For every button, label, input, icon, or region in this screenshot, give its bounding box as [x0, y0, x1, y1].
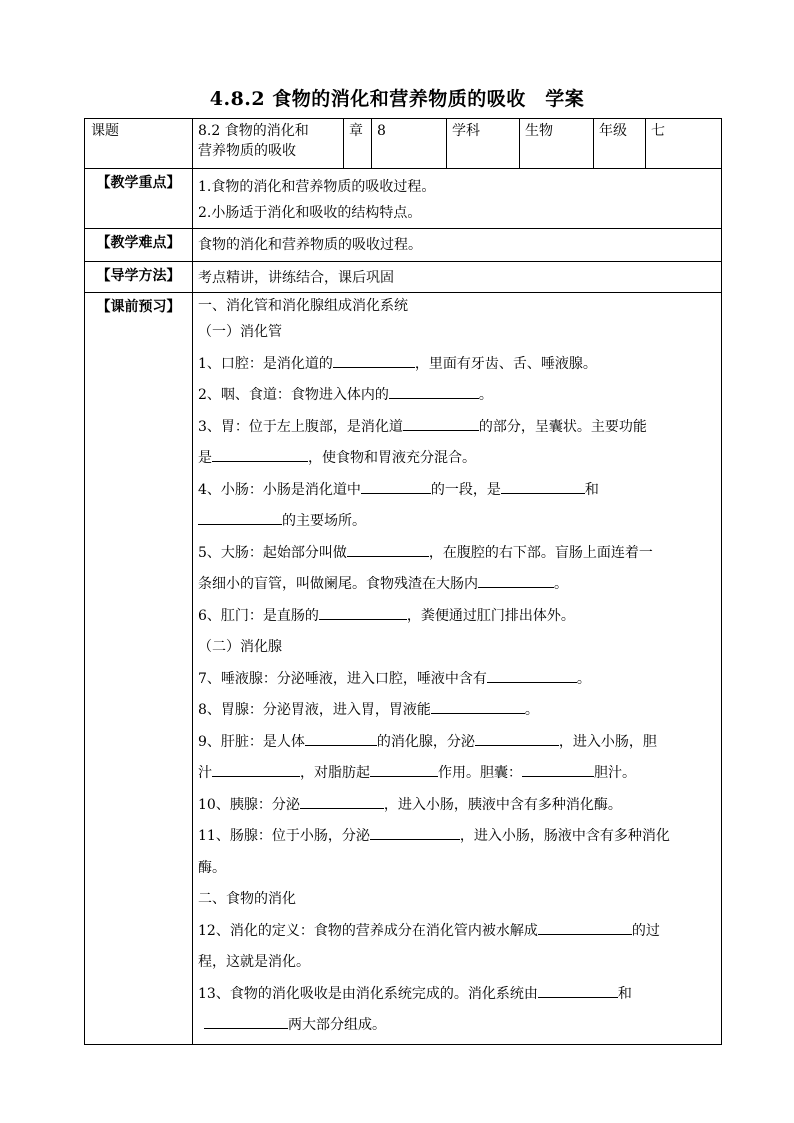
q4-text-d: 的主要场所。 — [282, 513, 366, 529]
answer-blank[interactable] — [204, 1012, 288, 1029]
question-5-cont — [198, 569, 716, 601]
question-9 — [198, 727, 716, 759]
answer-blank[interactable] — [522, 760, 594, 777]
topic-label: 课题 — [85, 119, 193, 169]
q2-text-a: 2、咽、食道：食物进入体内的 — [198, 387, 389, 403]
q6-text-a: 6、肛门：是直肠的 — [198, 607, 319, 624]
section-1-heading: 一、消化管和消化腺组成消化系统 — [198, 298, 408, 314]
question-12-cont: 程，这就是消化。 — [198, 954, 310, 970]
answer-blank[interactable] — [478, 571, 554, 588]
question-3 — [198, 412, 716, 444]
q2-text-b: 。 — [478, 387, 493, 403]
q3-text-b: 的部分，呈囊状。主要功能 — [478, 418, 647, 435]
question-4 — [198, 475, 716, 507]
q8-text-b: 。 — [524, 702, 539, 718]
grade-label: 年级 — [594, 119, 646, 169]
q9-text-b: 的消化腺，分泌 — [376, 733, 475, 750]
preview-content — [193, 293, 722, 1045]
answer-blank[interactable] — [475, 729, 559, 746]
q7-text-a: 7、唾液腺：分泌唾液，进入口腔，唾液中含有 — [198, 670, 487, 687]
q12-text-b: 的过 — [631, 922, 660, 939]
q5-text-b: ，在腹腔的右下部。盲肠上面连着一 — [428, 544, 653, 561]
q4-text-c: 和 — [584, 481, 599, 498]
question-6 — [198, 601, 716, 633]
answer-blank[interactable] — [370, 823, 460, 840]
subject-label: 学科 — [447, 119, 520, 169]
subject-value: 生物 — [520, 119, 594, 169]
q5-text-d: 。 — [554, 576, 568, 592]
answer-blank[interactable] — [431, 697, 525, 714]
key-point-2: 2.小肠适于消化和吸收的结构特点。 — [198, 205, 422, 221]
q7-text-b: 。 — [576, 670, 591, 687]
answer-blank[interactable] — [347, 540, 429, 557]
question-13-cont — [198, 1010, 716, 1042]
answer-blank[interactable] — [319, 603, 407, 620]
question-8 — [198, 695, 716, 727]
question-11 — [198, 821, 716, 853]
answer-blank[interactable] — [198, 508, 282, 525]
q3-text-c: 是 — [198, 450, 212, 466]
q13-text-c: 两大部分组成。 — [288, 1017, 386, 1033]
page-title: 4.8.2 食物的消化和营养物质的吸收 学案 — [209, 88, 585, 110]
q9-text-c: ，进入小肠，胆 — [558, 733, 657, 750]
q3-text-d: ，使食物和胃液充分混合。 — [308, 450, 476, 466]
q9-text-g: 胆汁。 — [594, 765, 636, 781]
question-2 — [198, 380, 716, 412]
answer-blank[interactable] — [538, 981, 618, 998]
difficulties-label: 【教学难点】 — [85, 229, 193, 262]
q1-text-a: 1、口腔：是消化道的 — [198, 355, 333, 372]
answer-blank[interactable] — [370, 760, 438, 777]
q3-text-a: 3、胃：位于左上腹部，是消化道 — [198, 418, 403, 435]
q4-text-b: 的一段，是 — [430, 481, 501, 498]
answer-blank[interactable] — [212, 445, 308, 462]
key-points-content — [193, 169, 722, 229]
q4-text-a: 4、小肠：小肠是消化道中 — [198, 481, 361, 498]
answer-blank[interactable] — [333, 351, 415, 368]
question-9-cont — [198, 758, 716, 790]
question-11-cont: 酶。 — [198, 859, 226, 876]
question-3-cont — [198, 443, 716, 475]
difficulties-content: 食物的消化和营养物质的吸收过程。 — [193, 229, 722, 262]
method-label: 【导学方法】 — [85, 262, 193, 293]
method-content: 考点精讲，讲练结合，课后巩固 — [193, 262, 722, 293]
q9-text-d: 汁 — [198, 765, 212, 781]
q13-text-b: 和 — [617, 985, 632, 1002]
q5-text-c: 条细小的盲管，叫做阑尾。食物残渣在大肠内 — [198, 576, 478, 592]
lesson-table — [84, 118, 722, 1045]
question-1 — [198, 349, 716, 381]
question-13 — [198, 979, 716, 1011]
answer-blank[interactable] — [403, 414, 479, 431]
q5-text-a: 5、大肠：起始部分叫做 — [198, 544, 347, 561]
answer-blank[interactable] — [212, 760, 300, 777]
answer-blank[interactable] — [501, 477, 585, 494]
topic-value — [193, 119, 344, 169]
key-points-label: 【教学重点】 — [85, 169, 193, 229]
question-5 — [198, 538, 716, 570]
key-point-1: 1.食物的消化和营养物质的吸收过程。 — [198, 179, 436, 195]
q8-text-a: 8、胃腺：分泌胃液，进入胃，胃液能 — [198, 702, 431, 718]
q9-text-a: 9、肝脏：是人体 — [198, 733, 305, 750]
q10-text-a: 10、胰腺：分泌 — [198, 796, 300, 813]
q13-text-a: 13、食物的消化吸收是由消化系统完成的。消化系统由 — [198, 985, 538, 1002]
q10-text-b: ，进入小肠，胰液中含有多种消化酶。 — [383, 796, 622, 813]
q1-text-b: ，里面有牙齿、舌、唾液腺。 — [414, 355, 597, 372]
subsection-digestive-glands: （二）消化腺 — [198, 639, 282, 655]
topic-value-line1: 8.2 食物的消化和 — [198, 123, 309, 139]
chapter-value: 8 — [372, 119, 447, 169]
chapter-label: 章 — [344, 119, 372, 169]
q9-text-f: 作用。胆囊： — [438, 765, 522, 781]
grade-value: 七 — [646, 119, 722, 169]
question-10 — [198, 790, 716, 822]
section-2-heading: 二、食物的消化 — [198, 891, 296, 907]
question-4-cont — [198, 506, 716, 538]
answer-blank[interactable] — [538, 918, 632, 935]
answer-blank[interactable] — [300, 792, 384, 809]
answer-blank[interactable] — [487, 666, 577, 683]
answer-blank[interactable] — [361, 477, 431, 494]
q6-text-b: ，粪便通过肛门排出体外。 — [406, 607, 575, 624]
q11-text-b: ，进入小肠，肠液中含有多种消化 — [459, 828, 670, 844]
q11-text-a: 11、肠腺：位于小肠，分泌 — [198, 828, 370, 844]
subsection-digestive-tract: （一）消化管 — [198, 324, 282, 340]
question-12 — [198, 916, 716, 948]
answer-blank[interactable] — [305, 729, 377, 746]
preview-label: 【课前预习】 — [85, 293, 193, 1045]
question-7 — [198, 664, 716, 696]
q12-text-a: 12、消化的定义：食物的营养成分在消化管内被水解成 — [198, 922, 538, 939]
topic-value-line2: 营养物质的吸收 — [198, 143, 296, 159]
q9-text-e: ，对脂肪起 — [300, 765, 370, 781]
answer-blank[interactable] — [389, 382, 479, 399]
